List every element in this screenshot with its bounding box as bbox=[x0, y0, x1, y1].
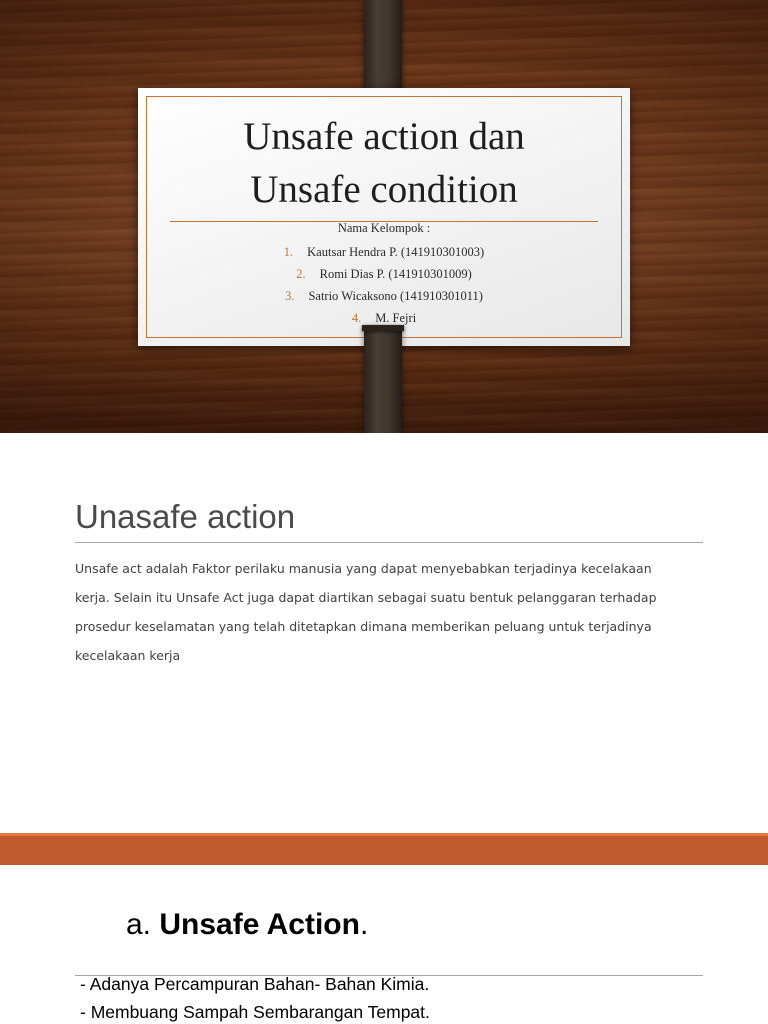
definition-title: Unasafe action bbox=[75, 498, 296, 535]
title-card bbox=[138, 88, 630, 346]
member-item bbox=[138, 263, 630, 285]
examples-heading-prefix: a. bbox=[126, 908, 160, 941]
examples-slide bbox=[0, 865, 768, 1024]
member-name: Kautsar Hendra P. (141910301003) bbox=[307, 245, 485, 259]
strap-bottom bbox=[364, 328, 402, 433]
slide-title-line-1: Unsafe action dan bbox=[243, 115, 525, 158]
member-item bbox=[138, 285, 630, 307]
member-number: 3. bbox=[285, 289, 295, 303]
list-item: - Membuang Sampah Sembarangan Tempat. bbox=[80, 1002, 430, 1022]
member-name: Satrio Wicaksono (141910301011) bbox=[308, 289, 483, 303]
slide-divider-band bbox=[0, 833, 768, 865]
group-label: Nama Kelompok : bbox=[337, 221, 431, 235]
definition-slide bbox=[0, 433, 768, 833]
member-number: 2. bbox=[296, 267, 306, 281]
member-number: 1. bbox=[283, 245, 294, 259]
slide-title-line-2: Unsafe condition bbox=[250, 168, 518, 211]
member-name: Romi Dias P. (141910301009) bbox=[319, 267, 472, 281]
examples-heading-bold: Unsafe Action bbox=[159, 908, 360, 941]
member-name: M. Fejri bbox=[375, 311, 417, 325]
member-list bbox=[138, 241, 630, 329]
title-slide bbox=[0, 0, 768, 433]
examples-list bbox=[80, 971, 430, 1024]
definition-divider bbox=[75, 542, 703, 543]
examples-heading-suffix: . bbox=[359, 908, 369, 941]
slide-title bbox=[138, 110, 630, 216]
member-number: 4. bbox=[351, 311, 362, 325]
strap-bottom-lip bbox=[362, 325, 404, 331]
definition-body: Unsafe act adalah Faktor perilaku manusia yang dapat menyebabkan terjadinya kecelakaan kerja. Selain itu Unsafe Act juga dapat diartikan sebagai suatu bentuk pelanggaran terhadap prosedur keselamatan yang telah ditetapkan dimana memberikan peluang untuk terjadinya kecelakaan kerja bbox=[75, 561, 657, 663]
list-item: - Adanya Percampuran Bahan- Bahan Kimia. bbox=[80, 974, 430, 994]
member-item bbox=[138, 241, 630, 263]
examples-heading bbox=[126, 903, 368, 947]
